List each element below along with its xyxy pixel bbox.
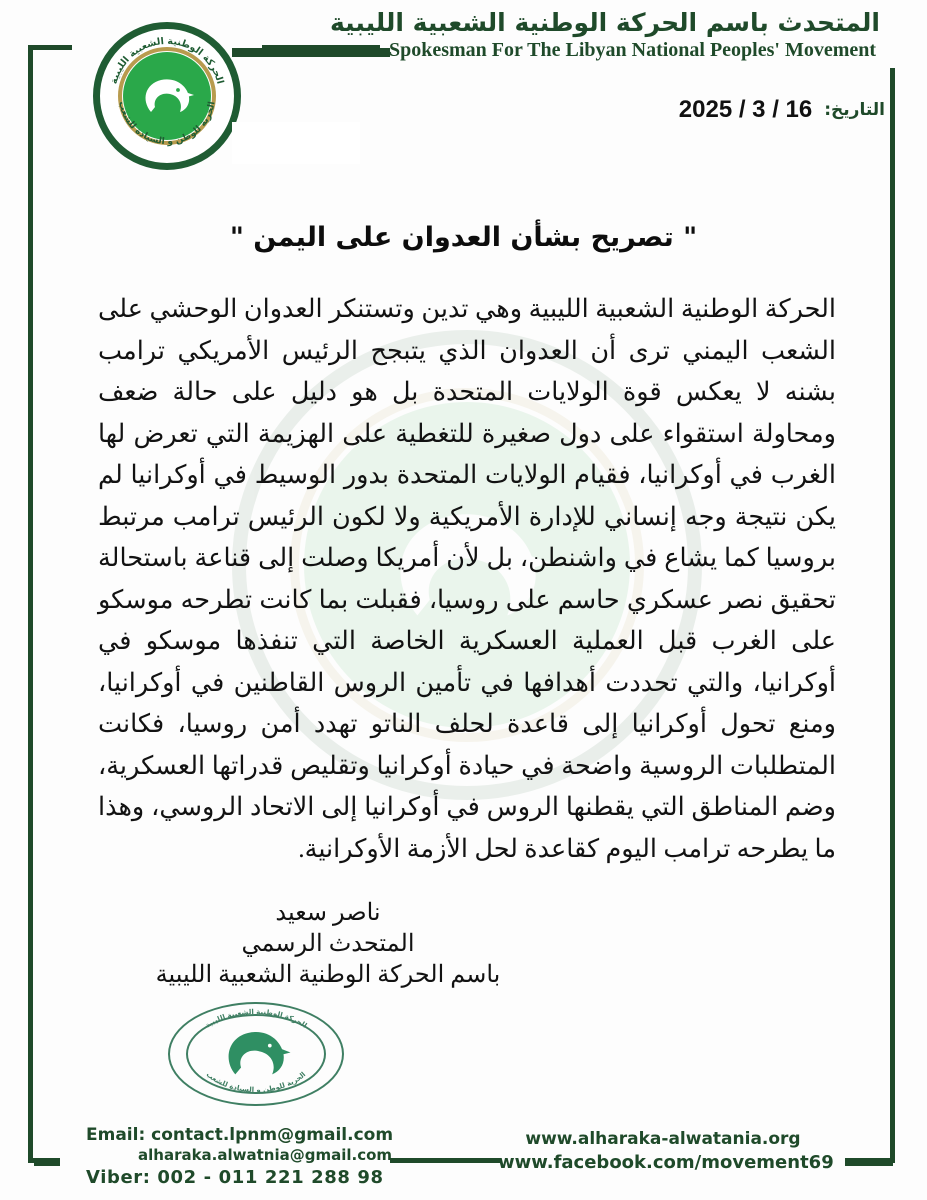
- svg-text:الحرية للوطن و السيادة للشعب: الحرية للوطن و السيادة للشعب: [116, 100, 218, 148]
- footer-contact-left: [86, 1124, 393, 1190]
- signature-block: [118, 898, 538, 991]
- header-rule-left: [232, 48, 390, 57]
- header-title-arabic: المتحدث باسم الحركة الوطنية الشعبية الليبية: [330, 8, 880, 37]
- statement-body: [98, 288, 836, 869]
- signatory-role: المتحدث الرسمي: [241, 931, 415, 957]
- footer-email-secondary: alharaka.alwatnia@gmail.com: [138, 1146, 393, 1165]
- footer-facebook: www.facebook.com/movement69: [498, 1152, 834, 1174]
- date-value: 2025 / 3 / 16: [678, 96, 813, 123]
- signatory-organization: باسم الحركة الوطنية الشعبية الليبية: [155, 962, 501, 988]
- redaction-patch: [232, 122, 360, 164]
- footer-website: www.alharaka-alwatania.org: [525, 1129, 801, 1149]
- svg-text:الحركة الوطنية الشعبية الليبية: الحركة الوطنية الشعبية الليبية: [203, 1007, 309, 1030]
- footer-rule-left: [34, 1158, 60, 1166]
- svg-text:الحركة الوطنية الشعبية الليبية: الحركة الوطنية الشعبية الليبية: [108, 35, 226, 86]
- footer-contact-right: [498, 1128, 834, 1176]
- organization-seal-icon: [168, 1002, 344, 1106]
- header-title-english: Spokesman For The Libyan National Peoples' Movement: [388, 38, 877, 61]
- svg-text:الحرية للوطن و السيادة للشعب: الحرية للوطن و السيادة للشعب: [204, 1070, 308, 1095]
- statement-title: " تصريح بشأن العدوان على اليمن ": [229, 222, 698, 253]
- date-line: [679, 96, 885, 124]
- footer-rule-right: [845, 1158, 893, 1166]
- date-label: التاريخ:: [824, 100, 885, 120]
- document-header: [330, 8, 880, 62]
- organization-emblem-icon: [93, 22, 241, 170]
- footer-email-primary: Email: contact.lpnm@gmail.com: [86, 1125, 394, 1145]
- body-paragraph: الحركة الوطنية الشعبية الليبية وهي تدين وتستنكر العدوان الوحشي على الشعب اليمني ترى أن العدوان الذي يتبجح الرئيس الأمريكي ترامب بشنه لا يعكس قوة الولايات المتحدة بل هو دليل على حالة ضعف ومحاولة استقواء على دول صغيرة للتغطية على الهزيمة التي تعرض لها الغرب في أوكرانيا، فقيام الولايات المتحدة بدور الوسيط في أوكرانيا لم يكن نتيجة وجه إنساني للإدارة الأمريكية ولا لكون الرئيس ترامب مرتبط بروسيا كما يشاع في واشنطن، بل لأن أمريكا وصلت إلى قناعة باستحالة تحقيق نصر عسكري حاسم على روسيا، فقبلت بما كانت تطرحه موسكو على الغرب قبل العملية العسكرية الخاصة التي تنفذها موسكو في أوكرانيا، والتي تحددت أهدافها في تأمين الروس القاطنين في أوكرانيا، ومنع تحول أوكرانيا إلى قاعدة لحلف الناتو تهدد أمن روسيا، فكانت المتطلبات الروسية واضحة في حيادة أوكرانيا وتقليص قدراتها العسكرية، وضم المناطق التي يقطنها الروس في أوكرانيا إلى الاتحاد الروسي، وهذا ما يطرحه ترامب اليوم كقاعدة لحل الأزمة الأوكرانية.: [98, 294, 836, 863]
- signatory-name: ناصر سعيد: [275, 900, 381, 926]
- footer-viber: Viber: 002 - 011 221 288 98: [86, 1167, 384, 1189]
